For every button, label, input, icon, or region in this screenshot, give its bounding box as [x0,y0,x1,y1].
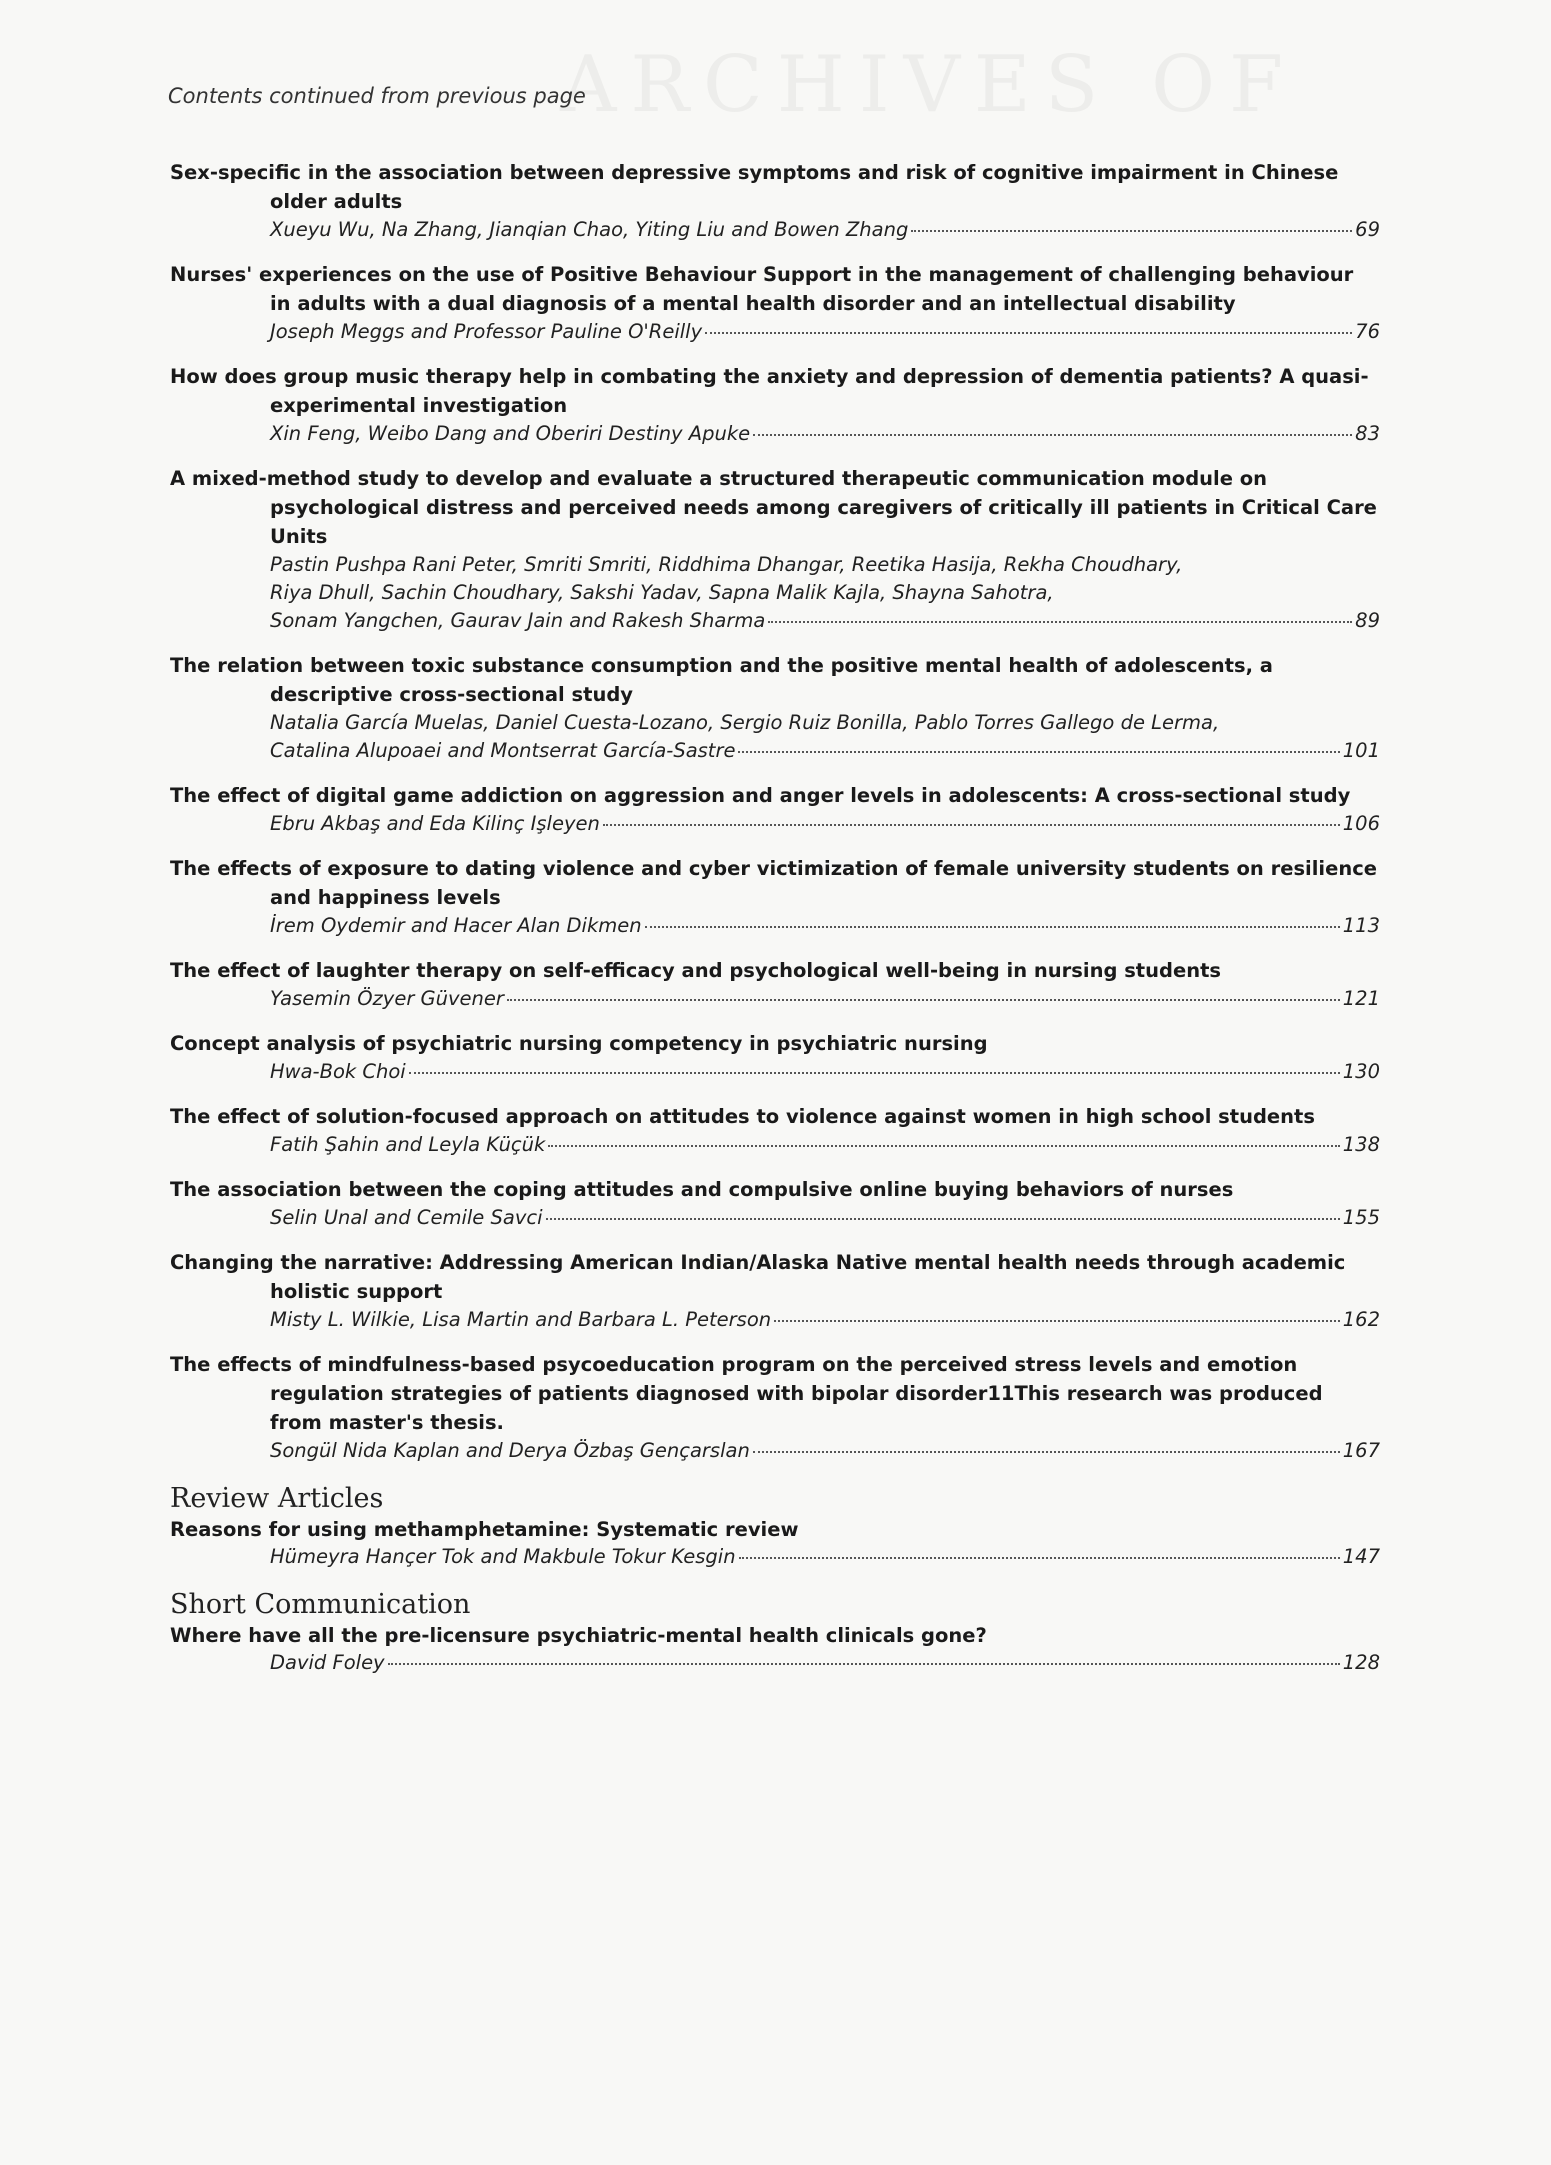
background-watermark: ARCHIVES OF [560,40,1298,130]
entry-author-line [170,985,1380,1013]
dot-leader [645,921,1340,928]
entry-page-number: 167 [1342,1439,1380,1462]
dot-leader [911,225,1352,232]
toc-entry[interactable] [170,651,1380,765]
entry-title: A mixed-method study to develop and evaluate a structured therapeutic communication module on psychological distress and perceived needs among caregivers of critically ill patients in Critical Care Units [170,467,1377,548]
entry-page-number: 76 [1355,320,1380,343]
entry-author-line [170,912,1380,940]
short-communication-heading: Short Communication [170,1589,471,1620]
entry-authors: Yasemin Özyer Güvener [270,987,504,1010]
entry-title: Sex-specific in the association between depressive symptoms and risk of cognitive impairment in Chinese older adults [170,161,1339,213]
toc-entry[interactable] [170,158,1380,244]
dot-leader [753,1446,1340,1453]
entry-authors: Pastin Pushpa Rani Peter, Smriti Smriti, Riddhima Dhangar, Reetika Hasija, Rekha Choudhary, [270,553,1183,576]
entry-page-number: 162 [1342,1308,1380,1331]
toc-entry[interactable] [170,362,1380,448]
dot-leader [388,1658,1340,1665]
entry-author-line [170,607,1380,635]
entry-author-line [170,551,1380,579]
entry-title: Reasons for using methamphetamine: Systematic review [170,1518,799,1541]
entry-author-line [170,318,1380,346]
entry-author-line [170,709,1380,737]
entry-title: The effect of solution-focused approach on attitudes to violence against women in high school students [170,1105,1315,1128]
entry-title: Where have all the pre-licensure psychiatric-mental health clinicals gone? [170,1624,987,1647]
entry-authors: Fatih Şahin and Leyla Küçük [270,1133,546,1156]
entry-authors: David Foley [270,1651,385,1674]
toc-entry[interactable] [170,464,1380,635]
entry-authors: Ebru Akbaş and Eda Kilinç Işleyen [270,812,600,835]
dot-leader [774,1315,1340,1322]
entry-author-line [170,1649,1380,1677]
entry-authors: Catalina Alupoaei and Montserrat García-Sastre [270,739,736,762]
dot-leader [409,1067,1340,1074]
entry-title: How does group music therapy help in combating the anxiety and depression of dementia patients? A quasi-experimental investigation [170,365,1369,417]
entry-title: The effects of exposure to dating violence and cyber victimization of female university students on resilience and happiness levels [170,857,1378,909]
entry-title: Changing the narrative: Addressing American Indian/Alaska Native mental health needs through academic holistic support [170,1251,1346,1303]
dot-leader [739,1552,1340,1559]
toc-entry[interactable] [170,1029,1380,1086]
entry-authors: Selin Unal and Cemile Savci [270,1206,543,1229]
entry-author-line [170,579,1380,607]
continued-note: Contents continued from previous page [168,84,586,108]
entry-authors: İrem Oydemir and Hacer Alan Dikmen [270,914,642,937]
entry-author-line [170,810,1380,838]
toc-entry[interactable] [170,1517,1380,1571]
entry-author-line [170,420,1380,448]
dot-leader [768,616,1352,623]
toc-entry[interactable] [170,1248,1380,1334]
entry-title: The effect of digital game addiction on aggression and anger levels in adolescents: A cross-sectional study [170,784,1351,807]
dot-leader [738,746,1339,753]
entry-title: Nurses' experiences on the use of Positive Behaviour Support in the management of challenging behaviour in adults with a dual diagnosis of a mental health disorder and an intellectual disability [170,263,1354,315]
dot-leader [507,994,1340,1001]
toc-entry[interactable] [170,1623,1380,1677]
entry-authors: Xueyu Wu, Na Zhang, Jianqian Chao, Yiting Liu and Bowen Zhang [270,218,909,241]
toc-entry[interactable] [170,1350,1380,1465]
toc-entry[interactable] [170,260,1380,346]
entry-author-line [170,1306,1380,1334]
entry-authors: Joseph Meggs and Professor Pauline O'Reilly [270,320,703,343]
entry-authors: Sonam Yangchen, Gaurav Jain and Rakesh Sharma [270,609,766,632]
entry-author-line [170,1204,1380,1232]
article-list [170,158,1380,1465]
toc-entry[interactable] [170,781,1380,838]
entry-page-number: 121 [1342,987,1380,1010]
toc-entry[interactable] [170,1175,1380,1232]
toc-entry[interactable] [170,1102,1380,1159]
dot-leader [705,327,1352,334]
dot-leader [753,429,1352,436]
entry-author-line [170,1437,1380,1465]
entry-page-number: 128 [1342,1651,1380,1674]
entry-title: Concept analysis of psychiatric nursing competency in psychiatric nursing [170,1032,988,1055]
entry-page-number: 113 [1342,914,1380,937]
entry-author-line [170,1543,1380,1571]
toc-entry[interactable] [170,956,1380,1013]
entry-authors: Hümeyra Hançer Tok and Makbule Tokur Kesgin [270,1545,736,1568]
dot-leader [546,1213,1340,1220]
toc-entry[interactable] [170,854,1380,940]
entry-page-number: 89 [1355,609,1380,632]
table-of-contents [170,158,1380,1693]
entry-authors: Xin Feng, Weibo Dang and Oberiri Destiny Apuke [270,422,751,445]
entry-page-number: 138 [1342,1133,1380,1156]
entry-authors: Misty L. Wilkie, Lisa Martin and Barbara L. Peterson [270,1308,772,1331]
entry-title: The effect of laughter therapy on self-efficacy and psychological well-being in nursing students [170,959,1222,982]
entry-page-number: 147 [1342,1545,1380,1568]
entry-page-number: 69 [1355,218,1380,241]
entry-page-number: 83 [1355,422,1380,445]
dot-leader [603,819,1340,826]
entry-authors: Hwa-Bok Choi [270,1060,406,1083]
entry-title: The association between the coping attitudes and compulsive online buying behaviors of nurses [170,1178,1234,1201]
entry-authors: Songül Nida Kaplan and Derya Özbaş Gençarslan [270,1439,750,1462]
entry-title: The relation between toxic substance consumption and the positive mental health of adolescents, a descriptive cross-sectional study [170,654,1273,706]
entry-page-number: 101 [1342,739,1380,762]
dot-leader [548,1140,1339,1147]
entry-authors: Riya Dhull, Sachin Choudhary, Sakshi Yadav, Sapna Malik Kajla, Shayna Sahotra, [270,581,1054,604]
entry-author-line [170,1131,1380,1159]
entry-title: The effects of mindfulness-based psycoeducation program on the perceived stress levels and emotion regulation strategies of patients diagnosed with bipolar disorder11This research was produced from master's thesis. [170,1353,1323,1434]
entry-author-line [170,737,1380,765]
entry-authors: Natalia García Muelas, Daniel Cuesta-Lozano, Sergio Ruiz Bonilla, Pablo Torres Gallego de Lerma, [270,711,1220,734]
entry-author-line [170,216,1380,244]
entry-page-number: 106 [1342,812,1380,835]
entry-page-number: 155 [1342,1206,1380,1229]
review-articles-heading: Review Articles [170,1483,384,1514]
entry-page-number: 130 [1342,1060,1380,1083]
entry-author-line [170,1058,1380,1086]
